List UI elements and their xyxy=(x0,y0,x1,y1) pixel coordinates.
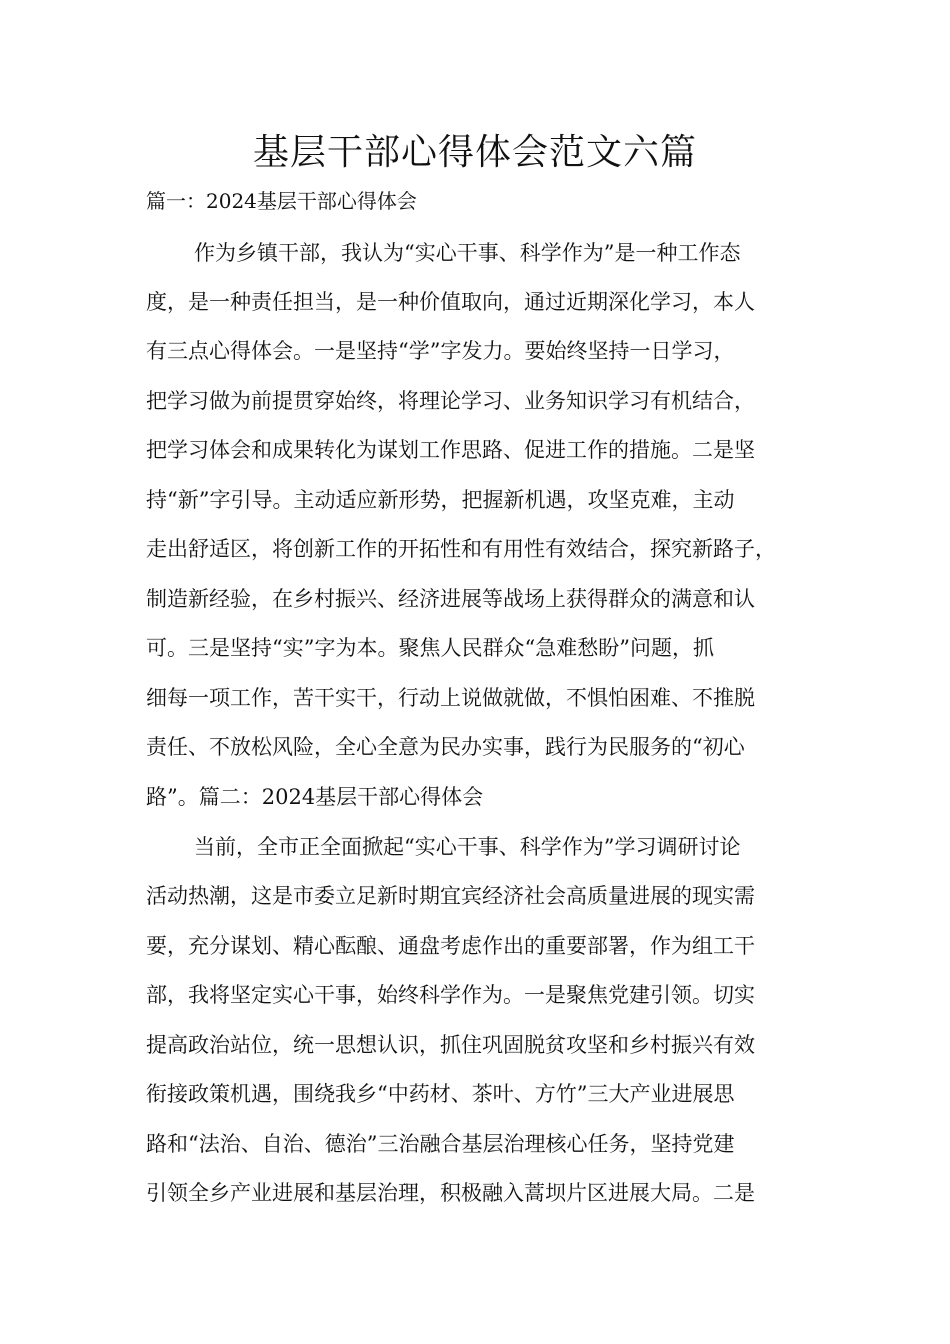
paragraph-line: 路和“法治、自治、德治”三治融合基层治理核心任务，坚持党建 xyxy=(146,1132,735,1156)
paragraph-line: 引领全乡产业进展和基层治理，积极融入蒿坝片区进展大局。二是 xyxy=(146,1181,755,1205)
paragraph-line: 衔接政策机遇，围绕我乡“中药材、茶叶、方竹”三大产业进展思 xyxy=(146,1082,735,1106)
paragraph-line: 制造新经验，在乡村振兴、经济进展等战场上获得群众的满意和认 xyxy=(146,587,755,611)
paragraph-line: 提高政治站位，统一思想认识，抓住巩固脱贫攻坚和乡村振兴有效 xyxy=(146,1033,755,1057)
paragraph-line: 当前，全市正全面掀起“实心干事、科学作为”学习调研讨论 xyxy=(194,835,741,859)
paragraph-line: 可。三是坚持“实”字为本。聚焦人民群众“急难愁盼”问题，抓 xyxy=(146,636,714,660)
paragraph-line: 部，我将坚定实心干事，始终科学作为。一是聚焦党建引领。切实 xyxy=(146,983,755,1007)
paragraph-line: 把学习体会和成果转化为谋划工作思路、促进工作的措施。二是坚 xyxy=(146,438,755,462)
paragraph-line: 活动热潮，这是市委立足新时期宜宾经济社会高质量进展的现实需 xyxy=(146,884,755,908)
paragraph-line: 责任、不放松风险，全心全意为民办实事，践行为民服务的“初心 xyxy=(146,735,745,759)
paragraph-line: 路”。篇二：2024基层干部心得体会 xyxy=(146,785,484,809)
paragraph-line: 把学习做为前提贯穿始终，将理论学习、业务知识学习有机结合， xyxy=(146,389,755,413)
paragraph-line: 走出舒适区，将创新工作的开拓性和有用性有效结合，探究新路子， xyxy=(146,537,776,561)
paragraph-line: 要，充分谋划、精心酝酿、通盘考虑作出的重要部署，作为组工干 xyxy=(146,934,755,958)
paragraph-line: 作为乡镇干部，我认为“实心干事、科学作为”是一种工作态 xyxy=(194,241,741,265)
paragraph-line: 度，是一种责任担当，是一种价值取向，通过近期深化学习，本人 xyxy=(146,290,755,314)
paragraph-line: 持“新”字引导。主动适应新形势，把握新机遇，攻坚克难，主动 xyxy=(146,488,735,512)
paragraph-line: 有三点心得体会。一是坚持“学”字发力。要始终坚持一日学习， xyxy=(146,339,735,363)
paragraph-line: 细每一项工作，苦干实干，行动上说做就做，不惧怕困难、不推脱 xyxy=(146,686,755,710)
document-title: 基层干部心得体会范文六篇 xyxy=(252,132,697,173)
section-heading: 篇一：2024基层干部心得体会 xyxy=(146,189,417,213)
